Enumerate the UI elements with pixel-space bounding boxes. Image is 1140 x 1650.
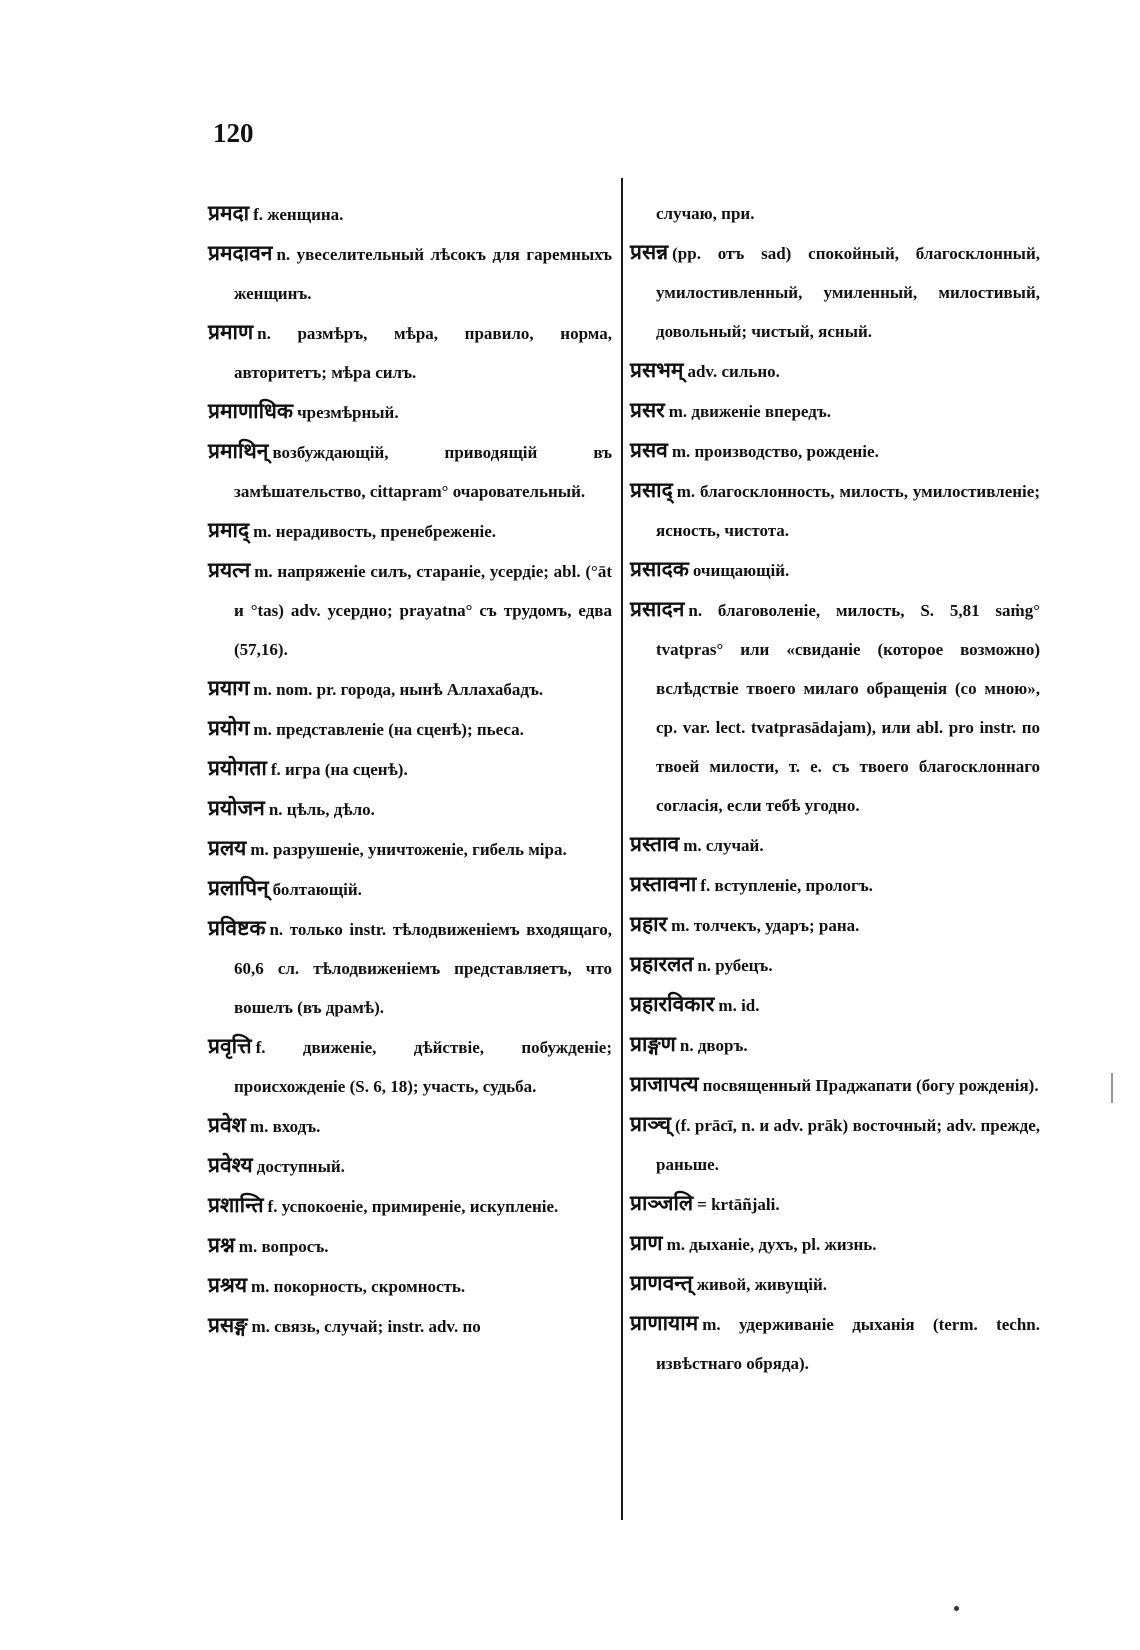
dictionary-entry	[208, 551, 612, 669]
entry-definition: посвященный Праджапати (богу рожденія).	[702, 1076, 1039, 1095]
entry-definition: m. разрушеніе, уничтоженіе, гибель міра.	[250, 840, 567, 859]
entry-definition: живой, живущій.	[696, 1275, 828, 1294]
entry-definition: возбуждающій, приводящій въ замѣшательство, cittapram° очаровательный.	[234, 443, 612, 501]
dictionary-entry	[208, 1027, 612, 1106]
dictionary-entry	[208, 909, 612, 1027]
entry-headword: प्राणवन्त्	[630, 1271, 693, 1295]
dictionary-entry	[208, 234, 612, 313]
entry-headword: प्रलापिन्	[208, 876, 269, 900]
dictionary-entry	[630, 351, 1040, 391]
entry-headword: प्रवेश	[208, 1113, 246, 1137]
entry-definition: m. удерживаніе дыханія (term. techn. извѣстнаго обряда).	[656, 1315, 1040, 1373]
dictionary-entry	[208, 432, 612, 511]
dictionary-entry	[208, 829, 612, 869]
dictionary-entry	[208, 749, 612, 789]
entry-headword: प्रस्ताव	[630, 832, 680, 856]
entry-headword: प्रस्तावना	[630, 872, 697, 896]
entry-headword: प्राजापत्य	[630, 1072, 699, 1096]
entry-headword: प्रविष्टक	[208, 916, 266, 940]
entry-headword: प्रयाग	[208, 676, 250, 700]
dictionary-entry	[208, 392, 612, 432]
entry-headword: प्रमदा	[208, 201, 250, 225]
dictionary-entry	[630, 233, 1040, 351]
dictionary-entry	[630, 985, 1040, 1025]
entry-headword: प्रमदावन	[208, 241, 273, 265]
dictionary-entry	[630, 1105, 1040, 1184]
entry-headword: प्रसव	[630, 438, 668, 462]
dictionary-entry	[208, 669, 612, 709]
dictionary-entry	[630, 431, 1040, 471]
entry-headword: प्रयोजन	[208, 796, 265, 820]
entry-definition: f. женщина.	[253, 205, 344, 224]
entry-definition: = krtāñjali.	[697, 1195, 780, 1214]
entry-headword: प्रसर	[630, 398, 665, 422]
entry-definition: adv. сильно.	[687, 362, 780, 381]
dictionary-entry	[208, 1146, 612, 1186]
entry-definition: m. напряженіе силъ, стараніе, усердіе; abl. (°āt и °tas) adv. усердно; prayatna° съ трудомъ, едва (57,16).	[234, 562, 612, 659]
dictionary-entry	[208, 1266, 612, 1306]
dictionary-entry	[630, 1065, 1040, 1105]
entry-definition: m. случай.	[683, 836, 764, 855]
entry-headword: प्रसादक	[630, 557, 689, 581]
dictionary-entry	[630, 945, 1040, 985]
entry-headword: प्रशान्ति	[208, 1193, 264, 1217]
entry-headword: प्रमाद्	[208, 518, 250, 542]
entry-definition: m. связь, случай; instr. adv. по	[251, 1317, 481, 1336]
entry-definition: f. движеніе, дѣйствіе, побужденіе; происхожденіе (S. 6, 18); участь, судьба.	[234, 1038, 612, 1096]
entry-definition: n. благоволеніе, милость, S. 5,81 saṁg° tvatpras° или «свиданіе (которое возможно) вслѣдствіе твоего милаго обращенія (со мною», ср. var. lect. tvatprasādajam), или abl. pro instr. по твоей милости, т. е. съ твоего благосклоннаго согласія, если тебѣ угодно.	[656, 601, 1040, 815]
entry-definition: болтающій.	[272, 880, 362, 899]
entry-headword: प्रसङ्ग	[208, 1313, 248, 1337]
entry-definition: доступный.	[256, 1157, 345, 1176]
entry-definition: m. входъ.	[249, 1117, 321, 1136]
entry-definition: m. nom. pr. города, нынѣ Аллахабадъ.	[253, 680, 544, 699]
entry-headword: प्रमाणाधिक	[208, 399, 294, 423]
entry-definition: m. движеніе впередъ.	[668, 402, 831, 421]
entry-headword: प्रयोगता	[208, 756, 267, 780]
entry-headword: प्रहारलत	[630, 952, 694, 976]
entry-definition: f. игра (на сценѣ).	[270, 760, 408, 779]
margin-mark	[1111, 1073, 1113, 1103]
dictionary-entry	[630, 391, 1040, 431]
entry-definition: m. покорность, скромность.	[251, 1277, 466, 1296]
entry-definition: (pp. отъ sad) спокойный, благосклонный, умилостивленный, умиленный, милостивый, довольный; чистый, ясный.	[656, 244, 1040, 341]
entry-definition: f. вступленіе, прологъ.	[700, 876, 873, 895]
dictionary-entry	[630, 1304, 1040, 1383]
entry-headword: प्रहारविकार	[630, 992, 715, 1016]
entry-headword: प्रलय	[208, 836, 247, 860]
entry-headword: प्रश्न	[208, 1233, 235, 1257]
entry-headword: प्रयत्न	[208, 558, 251, 582]
entry-headword: प्रवृत्ति	[208, 1034, 252, 1058]
entry-headword: प्रश्रय	[208, 1273, 247, 1297]
dictionary-entry	[208, 789, 612, 829]
entry-headword: प्रसन्न	[630, 240, 669, 264]
entry-headword: प्रसादन	[630, 597, 685, 621]
entry-headword: प्रसभम्	[630, 358, 684, 382]
entry-headword: प्रहार	[630, 912, 668, 936]
entry-definition: чрезмѣрный.	[297, 403, 399, 422]
continued-entry: случаю, при.	[656, 204, 755, 223]
entry-definition: m. вопросъ.	[238, 1237, 329, 1256]
entry-definition: n. дворъ.	[679, 1036, 748, 1055]
dictionary-entry	[630, 471, 1040, 550]
dictionary-entry	[208, 1106, 612, 1146]
entry-definition: очищающій.	[692, 561, 790, 580]
entry-headword: प्राञ्च्	[630, 1112, 671, 1136]
column-divider	[621, 178, 623, 1520]
dictionary-entry	[630, 1264, 1040, 1304]
entry-definition: m. нерадивость, пренебреженіе.	[253, 522, 497, 541]
dictionary-entry	[208, 313, 612, 392]
entry-definition: m. производство, рожденіе.	[671, 442, 879, 461]
dictionary-entry	[630, 590, 1040, 825]
entry-headword: प्रसाद्	[630, 478, 673, 502]
entry-definition: m. дыханіе, духъ, pl. жизнь.	[666, 1235, 877, 1254]
dictionary-entry	[630, 1224, 1040, 1264]
dictionary-entry	[208, 1226, 612, 1266]
entry-definition: n. рубецъ.	[697, 956, 773, 975]
page-number: 120	[213, 118, 254, 148]
dictionary-entry	[208, 1186, 612, 1226]
dictionary-entry	[630, 865, 1040, 905]
entry-headword: प्राणायाम	[630, 1311, 699, 1335]
stray-dot	[954, 1606, 959, 1611]
entry-headword: प्रवेश्य	[208, 1153, 253, 1177]
dictionary-entry	[630, 1025, 1040, 1065]
entry-headword: प्राञ्जलि	[630, 1191, 694, 1215]
entry-definition: m. id.	[718, 996, 760, 1015]
dictionary-entry	[208, 1306, 612, 1346]
entry-headword: प्राङ्गण	[630, 1032, 676, 1056]
entry-definition: (f. prācī, n. и adv. prāk) восточный; adv. прежде, раньше.	[656, 1116, 1040, 1174]
dictionary-entry	[208, 869, 612, 909]
entry-definition: n. только instr. тѣлодвиженіемъ входящаго, 60,6 сл. тѣлодвиженіемъ представляетъ, что вошелъ (въ драмѣ).	[234, 920, 612, 1017]
dictionary-entry	[208, 511, 612, 551]
left-column	[208, 194, 612, 1346]
entry-headword: प्रमाण	[208, 320, 254, 344]
dictionary-entry	[630, 1184, 1040, 1224]
entry-definition: n. цѣль, дѣло.	[268, 800, 375, 819]
entry-definition: n. размѣръ, мѣра, правило, норма, авторитетъ; мѣра силъ.	[234, 324, 612, 382]
entry-headword: प्रमाथिन्	[208, 439, 269, 463]
right-column	[630, 194, 1040, 1383]
dictionary-entry	[630, 905, 1040, 945]
dictionary-entry	[208, 194, 612, 234]
entry-definition: n. увеселительный лѣсокъ для гаремныхъ женщинъ.	[234, 245, 612, 303]
entry-definition: m. представленіе (на сценѣ); пьеса.	[253, 720, 524, 739]
entry-definition: f. успокоеніе, примиреніе, искупленіе.	[267, 1197, 559, 1216]
entry-definition: m. благосклонность, милость, умилостивленіе; ясность, чистота.	[656, 482, 1040, 540]
dictionary-entry	[208, 709, 612, 749]
dictionary-entry	[630, 825, 1040, 865]
entry-headword: प्रयोग	[208, 716, 250, 740]
entry-definition: m. толчекъ, ударъ; рана.	[671, 916, 860, 935]
entry-headword: प्राण	[630, 1231, 663, 1255]
dictionary-entry	[630, 550, 1040, 590]
